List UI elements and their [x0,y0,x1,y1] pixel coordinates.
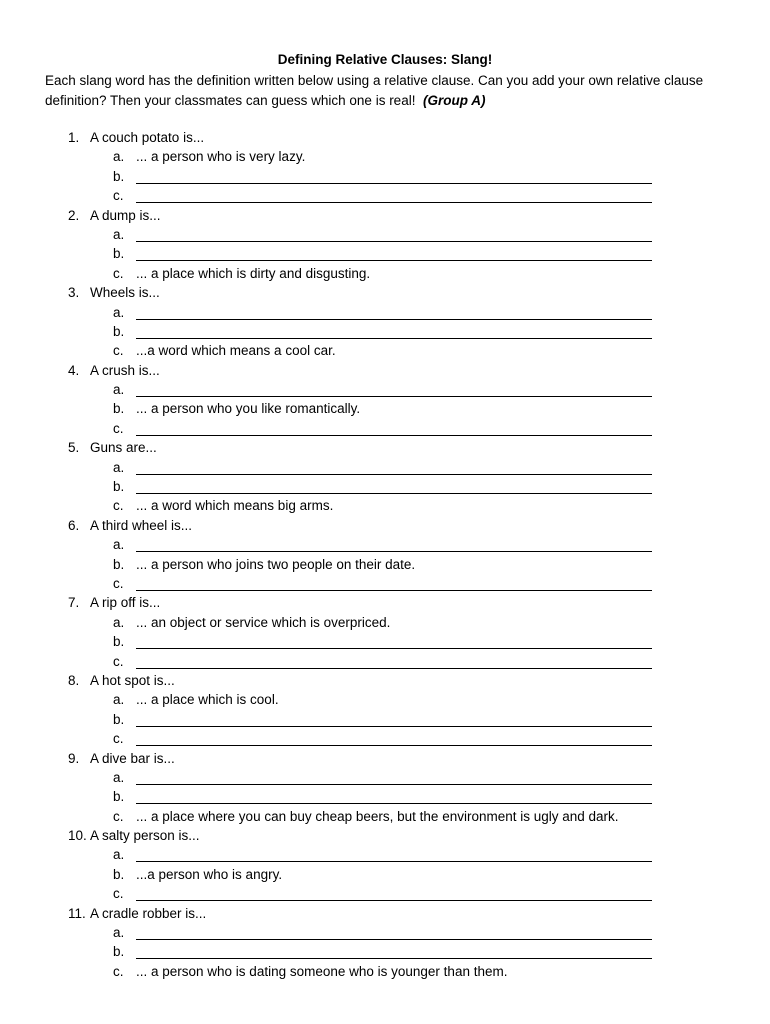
question-item [0,826,770,845]
option-letter: b. [113,246,125,262]
question-item [0,438,770,457]
given-definition: ... a word which means big arms. [136,498,334,514]
answer-blank-line[interactable] [136,945,652,959]
answer-blank-line[interactable] [136,480,652,494]
question-number: 7. [68,595,80,611]
option-letter: a. [113,847,125,863]
answer-option [0,942,770,961]
answer-blank-line[interactable] [136,577,652,591]
answer-option [0,555,770,574]
option-letter: c. [113,265,124,281]
option-letter: a. [113,692,125,708]
option-letter: b. [113,168,125,184]
option-letter: c. [113,575,124,591]
question-term: A crush is... [90,362,160,378]
answer-blank-line[interactable] [136,383,652,397]
answer-option [0,632,770,651]
question-item [0,206,770,225]
answer-blank-line[interactable] [136,848,652,862]
given-definition: ... a person who joins two people on their date. [136,556,416,572]
answer-option [0,807,770,826]
option-letter: b. [113,944,125,960]
question-item [0,516,770,535]
intro-text: Each slang word has the definition written below using a relative clause. Can you add your own relative clause definition? Then your classmates can guess which one is real! [45,73,704,108]
question-term: A dive bar is... [90,750,175,766]
option-letter: a. [113,925,125,941]
option-letter: c. [113,963,124,979]
given-definition: ... a place which is dirty and disgusting. [136,265,371,281]
question-item [0,671,770,690]
answer-blank-line[interactable] [136,771,652,785]
answer-option [0,303,770,322]
given-definition: ... a person who you like romantically. [136,401,361,417]
answer-option [0,768,770,787]
question-term: A dump is... [90,207,161,223]
answer-option [0,399,770,418]
question-term: Guns are... [90,440,157,456]
question-term: A couch potato is... [90,130,205,145]
answer-option [0,341,770,360]
given-definition: ...a person who is angry. [136,866,283,882]
answer-option [0,923,770,942]
group-label: (Group A) [422,93,486,108]
option-letter: c. [113,188,124,204]
option-letter: c. [113,886,124,902]
given-definition: ...a word which means a cool car. [136,343,336,359]
answer-option [0,884,770,903]
given-definition: ... a place which is cool. [136,692,279,708]
given-definition: ... an object or service which is overpriced. [136,614,391,630]
answer-blank-line[interactable] [136,732,652,746]
answer-option [0,962,770,981]
answer-option [0,690,770,709]
option-letter: b. [113,789,125,805]
option-letter: b. [113,634,125,650]
worksheet-intro [45,71,735,111]
option-letter: c. [113,653,124,669]
question-number: 10. [68,828,87,844]
question-term: A rip off is... [90,595,161,611]
answer-option [0,244,770,263]
question-number: 4. [68,362,80,378]
question-item [0,904,770,923]
option-letter: b. [113,401,125,417]
answer-option [0,535,770,554]
answer-option [0,496,770,515]
option-letter: a. [113,537,125,553]
option-letter: c. [113,731,124,747]
answer-blank-line[interactable] [136,461,652,475]
option-letter: a. [113,769,125,785]
answer-option [0,574,770,593]
answer-option [0,729,770,748]
answer-option [0,845,770,864]
answer-blank-line[interactable] [136,538,652,552]
answer-option [0,186,770,205]
question-item [0,593,770,612]
question-number: 11. [68,905,86,921]
question-list [0,128,770,981]
question-term: A salty person is... [90,828,200,844]
question-number: 5. [68,440,80,456]
question-term: A hot spot is... [90,672,175,688]
question-item [0,361,770,380]
option-letter: b. [113,479,125,495]
answer-option [0,710,770,729]
answer-blank-line[interactable] [136,926,652,940]
option-letter: a. [113,226,125,242]
given-definition: ... a person who is dating someone who is younger than them. [136,963,508,979]
option-letter: a. [113,382,125,398]
worksheet-title: Defining Relative Clauses: Slang! [277,52,493,67]
answer-option [0,225,770,244]
answer-blank-line[interactable] [136,422,652,436]
option-letter: a. [113,149,125,165]
given-definition: ... a place where you can buy cheap beers, but the environment is ugly and dark. [136,808,619,824]
answer-blank-line[interactable] [136,247,652,261]
answer-blank-line[interactable] [136,170,652,184]
question-term: Wheels is... [90,285,160,301]
answer-option [0,380,770,399]
given-definition: ... a person who is very lazy. [136,149,306,165]
answer-blank-line[interactable] [136,228,652,242]
answer-option [0,147,770,166]
answer-option [0,787,770,806]
question-number: 9. [68,750,80,766]
answer-blank-line[interactable] [136,887,652,901]
answer-option [0,419,770,438]
question-item [0,128,770,147]
answer-blank-line[interactable] [136,790,652,804]
answer-blank-line[interactable] [136,713,652,727]
answer-option [0,458,770,477]
option-letter: c. [113,343,124,359]
option-letter: b. [113,323,125,339]
answer-blank-line[interactable] [136,306,652,320]
answer-blank-line[interactable] [136,655,652,669]
question-number: 6. [68,517,80,533]
answer-blank-line[interactable] [136,325,652,339]
option-letter: c. [113,420,124,436]
question-number: 1. [68,130,80,145]
option-letter: a. [113,304,125,320]
answer-blank-line[interactable] [136,189,652,203]
option-letter: a. [113,459,125,475]
question-number: 8. [68,672,80,688]
answer-option [0,613,770,632]
option-letter: a. [113,614,125,630]
question-term: A third wheel is... [90,517,193,533]
answer-option [0,167,770,186]
option-letter: c. [113,808,124,824]
answer-option [0,264,770,283]
option-letter: c. [113,498,124,514]
question-item [0,283,770,302]
option-letter: b. [113,866,125,882]
answer-option [0,322,770,341]
question-item [0,749,770,768]
question-number: 3. [68,285,80,301]
question-number: 2. [68,207,80,223]
question-term: A cradle robber is... [90,905,207,921]
option-letter: b. [113,711,125,727]
answer-blank-line[interactable] [136,635,652,649]
answer-option [0,652,770,671]
option-letter: b. [113,556,125,572]
answer-option [0,477,770,496]
answer-option [0,865,770,884]
